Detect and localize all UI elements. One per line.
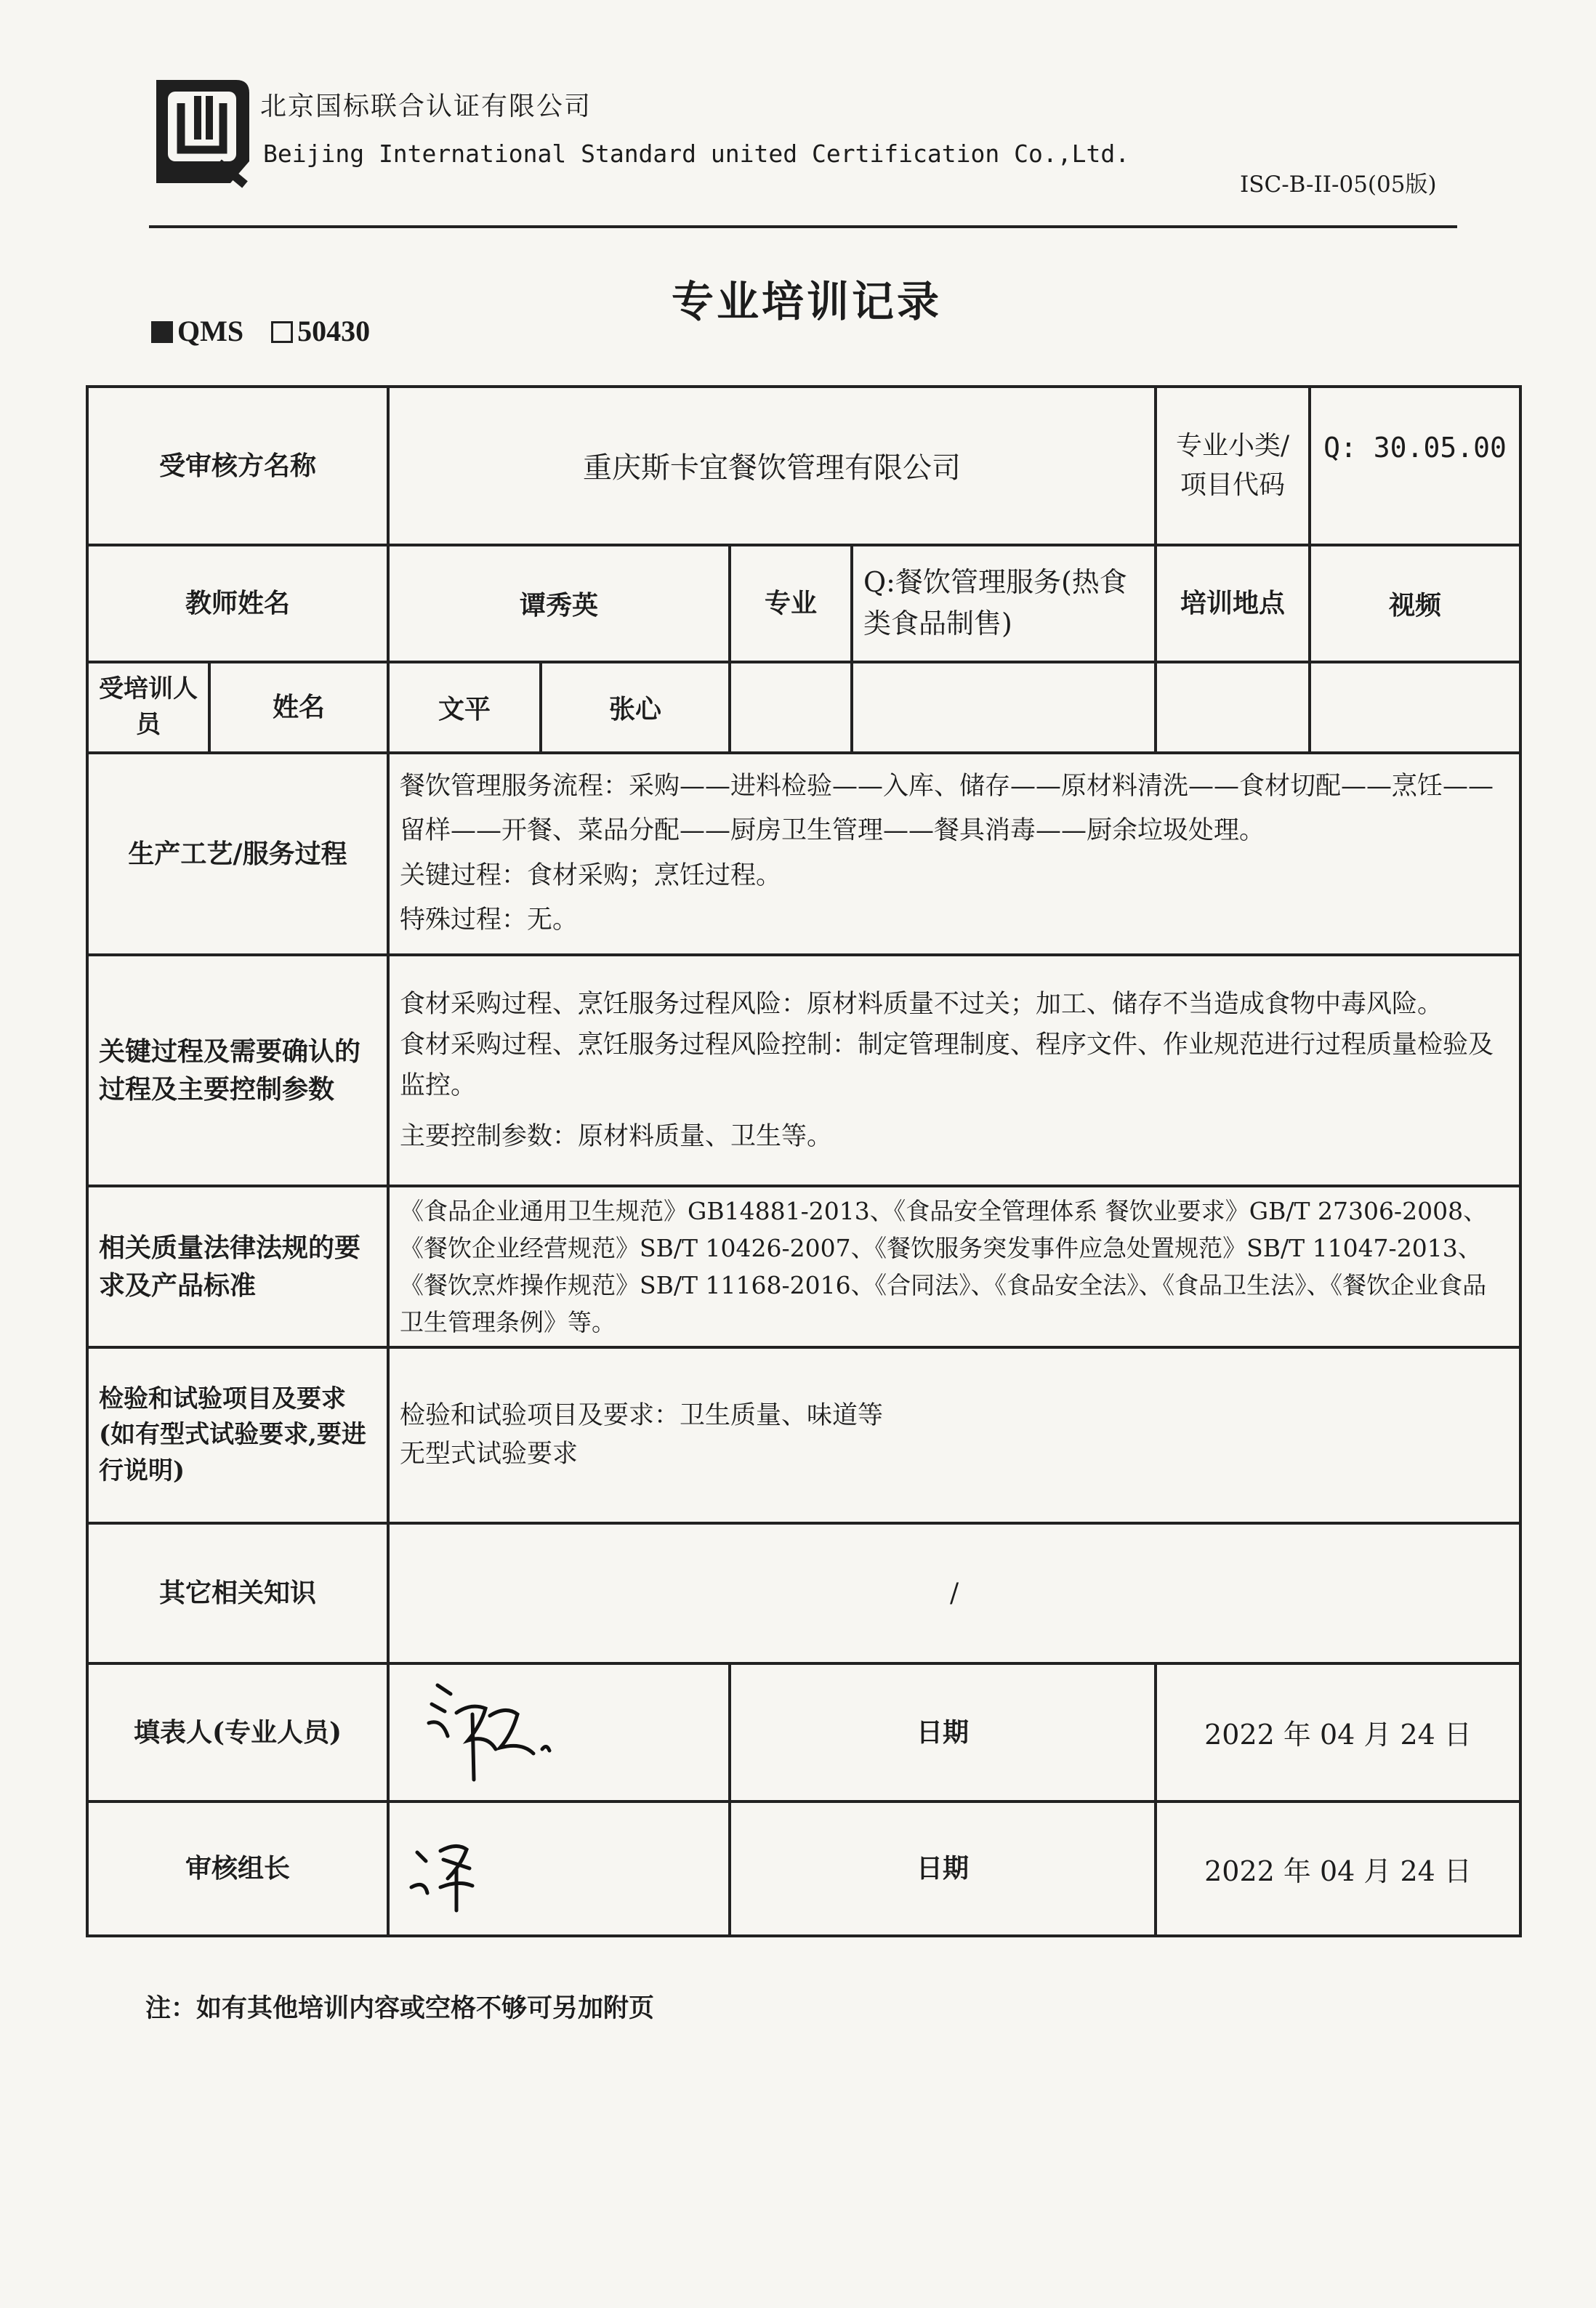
other-knowledge-value: / bbox=[388, 1523, 1520, 1663]
trainee-empty-cell bbox=[730, 662, 852, 753]
client-name-label: 受审核方名称 bbox=[87, 387, 388, 545]
trainee-name-1: 文平 bbox=[388, 662, 541, 753]
team-leader-date-value: 2022 年 04 月 24 日 bbox=[1156, 1801, 1520, 1936]
key-process-line: 食材采购过程、烹饪服务过程风险控制：制定管理制度、程序文件、作业规范进行过程质量检验及监控。 bbox=[400, 1030, 1494, 1100]
filler-label: 填表人(专业人员) bbox=[87, 1663, 388, 1801]
footnote: 注：如有其他培训内容或空格不够可另加附页 bbox=[145, 1993, 655, 2023]
key-process-line: 食材采购过程、烹饪服务过程风险：原材料质量不过关；加工、储存不当造成食物中毒风险。 bbox=[400, 989, 1443, 1019]
other-knowledge-label: 其它相关知识 bbox=[87, 1523, 388, 1663]
specialty-label: 专业 bbox=[730, 545, 852, 662]
laws-standards-content: 《食品企业通用卫生规范》GB14881-2013、《食品安全管理体系 餐饮业要求》GB/T 27306-2008、《餐饮企业经营规范》SB/T 10426-2007、《餐饮服务突发事件应急处置规范》SB/T 11047-2013、《餐饮烹炸操作规范》SB/T 11168-2016、《合同法》、《食品安全法》、《食品卫生法》、《餐饮企业食品卫生管理条例》等。 bbox=[388, 1186, 1520, 1347]
50430-checkbox-label: 50430 bbox=[297, 315, 371, 347]
filler-date-value: 2022 年 04 月 24 日 bbox=[1156, 1663, 1520, 1801]
trainee-empty-cell bbox=[852, 662, 1156, 753]
qms-checkbox[interactable] bbox=[151, 321, 173, 343]
50430-checkbox[interactable] bbox=[271, 321, 293, 343]
key-process-label: 关键过程及需要确认的过程及主要控制参数 bbox=[87, 955, 388, 1186]
inspection-line: 无型式试验要求 bbox=[400, 1439, 579, 1469]
trainee-name-label: 姓名 bbox=[209, 662, 388, 753]
team-leader-signature bbox=[388, 1801, 730, 1936]
company-name-en: Beijing International Standard united Certification Co.,Ltd. bbox=[263, 140, 1130, 168]
training-record-table bbox=[86, 385, 1522, 1937]
inspection-content bbox=[388, 1347, 1520, 1523]
qs-certification-logo-icon bbox=[149, 74, 254, 190]
trainee-empty-cell bbox=[1310, 662, 1520, 753]
training-location-label: 培训地点 bbox=[1156, 545, 1310, 662]
laws-standards-label: 相关质量法律法规的要求及产品标准 bbox=[87, 1186, 388, 1347]
trainee-name-2: 张心 bbox=[541, 662, 730, 753]
filler-signature-icon bbox=[400, 1671, 574, 1794]
teacher-name-value: 谭秀英 bbox=[388, 545, 730, 662]
filler-date-label: 日期 bbox=[730, 1663, 1156, 1801]
company-name-cn: 北京国标联合认证有限公司 bbox=[260, 92, 592, 121]
key-process-line: 主要控制参数：原材料质量、卫生等。 bbox=[400, 1121, 833, 1151]
teacher-name-label: 教师姓名 bbox=[87, 545, 388, 662]
inspection-line: 检验和试验项目及要求：卫生质量、味道等 bbox=[400, 1401, 884, 1431]
process-line: 关键过程：食材采购；烹饪过程。 bbox=[400, 860, 782, 890]
client-name-value: 重庆斯卡宜餐饮管理有限公司 bbox=[388, 387, 1156, 545]
category-code-value: Q: 30.05.00 bbox=[1310, 387, 1520, 545]
process-line: 特殊过程：无。 bbox=[400, 905, 579, 935]
trainee-label: 受培训人员 bbox=[87, 662, 209, 753]
standard-selection bbox=[151, 314, 370, 348]
inspection-label: 检验和试验项目及要求(如有型式试验要求,要进行说明) bbox=[87, 1347, 388, 1523]
process-label: 生产工艺/服务过程 bbox=[87, 753, 388, 955]
team-leader-date-label: 日期 bbox=[730, 1801, 1156, 1936]
header-divider bbox=[149, 225, 1457, 228]
training-location-value: 视频 bbox=[1310, 545, 1520, 662]
key-process-content bbox=[388, 955, 1520, 1186]
document-title: 专业培训记录 bbox=[671, 277, 942, 326]
filler-signature bbox=[388, 1663, 730, 1801]
trainee-empty-cell bbox=[1156, 662, 1310, 753]
process-content bbox=[388, 753, 1520, 955]
team-leader-label: 审核组长 bbox=[87, 1801, 388, 1936]
process-line: 餐饮管理服务流程：采购——进料检验——入库、储存——原材料清洗——食材切配——烹饪——留样——开餐、菜品分配——厨房卫生管理——餐具消毒——厨余垃圾处理。 bbox=[400, 772, 1494, 846]
category-code-label: 专业小类/项目代码 bbox=[1156, 387, 1310, 545]
qms-checkbox-label: QMS bbox=[177, 315, 244, 347]
document-code: ISC-B-II-05(05版) bbox=[1240, 172, 1437, 198]
team-leader-signature-icon bbox=[400, 1817, 545, 1919]
specialty-value: Q:餐饮管理服务(热食类食品制售) bbox=[852, 545, 1156, 662]
